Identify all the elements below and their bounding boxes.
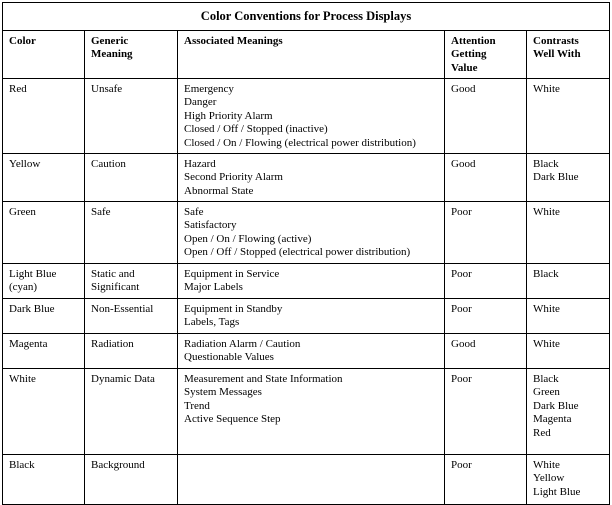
color-cell bbox=[3, 369, 85, 455]
color-cell bbox=[3, 154, 85, 202]
cell-line: Yellow bbox=[533, 472, 565, 485]
title-row bbox=[3, 3, 610, 31]
color-cell bbox=[3, 455, 85, 505]
header-attention-value bbox=[445, 31, 527, 79]
cell-line: Open / Off / Stopped (electrical power distribution) bbox=[184, 246, 411, 259]
attention-value-cell bbox=[445, 154, 527, 202]
cell-line: Good bbox=[451, 338, 476, 350]
cell-line: Abnormal State bbox=[184, 184, 254, 197]
cell-line: Poor bbox=[451, 459, 472, 471]
cell-line: Hazard bbox=[184, 158, 216, 170]
cell-line: Static and bbox=[91, 268, 135, 280]
cell-line: Unsafe bbox=[91, 83, 123, 95]
cell-line: Generic bbox=[91, 35, 129, 47]
cell-line: Significant bbox=[91, 281, 140, 294]
cell-line: Open / On / Flowing (active) bbox=[184, 232, 312, 245]
attention-value-cell bbox=[445, 264, 527, 299]
contrasts-cell bbox=[527, 79, 610, 154]
cell-line: Color bbox=[9, 35, 36, 47]
cell-line: Green bbox=[533, 386, 560, 399]
cell-line: Safe bbox=[184, 206, 204, 218]
cell-line: Dark Blue bbox=[533, 171, 579, 184]
attention-value-cell bbox=[445, 455, 527, 505]
cell-line: Well With bbox=[533, 48, 581, 61]
cell-line: Poor bbox=[451, 373, 472, 385]
cell-line: Non-Essential bbox=[91, 303, 154, 315]
contrasts-cell bbox=[527, 369, 610, 455]
attention-value-cell bbox=[445, 369, 527, 455]
generic-meaning-cell bbox=[85, 154, 178, 202]
header-generic-meaning bbox=[85, 31, 178, 79]
associated-meanings-cell bbox=[178, 299, 445, 334]
cell-line: Measurement and State Information bbox=[184, 373, 343, 385]
table-row bbox=[3, 369, 610, 455]
cell-line: Getting bbox=[451, 48, 487, 61]
cell-line: Value bbox=[451, 61, 478, 74]
cell-line: Magenta bbox=[9, 338, 48, 350]
cell-line: Emergency bbox=[184, 83, 234, 95]
cell-line: White bbox=[533, 83, 560, 95]
cell-line: Trend bbox=[184, 399, 210, 412]
generic-meaning-cell bbox=[85, 202, 178, 264]
cell-line: Radiation bbox=[91, 338, 134, 350]
associated-meanings-cell bbox=[178, 369, 445, 455]
color-cell bbox=[3, 334, 85, 369]
associated-meanings-cell bbox=[178, 154, 445, 202]
table-row bbox=[3, 202, 610, 264]
color-cell bbox=[3, 264, 85, 299]
generic-meaning-cell bbox=[85, 334, 178, 369]
cell-line: Magenta bbox=[533, 413, 572, 426]
cell-line: Meaning bbox=[91, 48, 133, 61]
cell-line: Equipment in Service bbox=[184, 268, 280, 280]
cell-line: Black bbox=[9, 459, 35, 471]
cell-line: Associated Meanings bbox=[184, 35, 283, 47]
cell-line: White bbox=[533, 338, 560, 350]
cell-line: Black bbox=[533, 268, 559, 280]
cell-line: Red bbox=[533, 426, 551, 439]
contrasts-cell bbox=[527, 264, 610, 299]
cell-line: Yellow bbox=[9, 158, 41, 170]
cell-line: Closed / On / Flowing (electrical power distribution) bbox=[184, 136, 416, 149]
cell-line: Second Priority Alarm bbox=[184, 171, 283, 184]
associated-meanings-cell bbox=[178, 334, 445, 369]
cell-line: White bbox=[533, 303, 560, 315]
table-row bbox=[3, 455, 610, 505]
cell-line: Attention bbox=[451, 35, 496, 47]
cell-line: Light Blue bbox=[9, 268, 57, 280]
cell-line: Black bbox=[533, 373, 559, 385]
header-associated-meanings bbox=[178, 31, 445, 79]
cell-line: Dynamic Data bbox=[91, 373, 155, 385]
cell-line: Dark Blue bbox=[533, 399, 579, 412]
cell-line: Closed / Off / Stopped (inactive) bbox=[184, 123, 328, 136]
generic-meaning-cell bbox=[85, 299, 178, 334]
cell-line: Light Blue bbox=[533, 485, 581, 498]
cell-line: Satisfactory bbox=[184, 219, 237, 232]
cell-line: Good bbox=[451, 83, 476, 95]
generic-meaning-cell bbox=[85, 455, 178, 505]
generic-meaning-cell bbox=[85, 79, 178, 154]
cell-line: Safe bbox=[91, 206, 111, 218]
cell-line: Major Labels bbox=[184, 281, 243, 294]
generic-meaning-cell bbox=[85, 264, 178, 299]
attention-value-cell bbox=[445, 334, 527, 369]
attention-value-cell bbox=[445, 79, 527, 154]
table-row bbox=[3, 334, 610, 369]
cell-line: Questionable Values bbox=[184, 351, 274, 364]
cell-line: High Priority Alarm bbox=[184, 109, 273, 122]
color-cell bbox=[3, 79, 85, 154]
cell-line: Radiation Alarm / Caution bbox=[184, 338, 301, 350]
associated-meanings-cell bbox=[178, 202, 445, 264]
generic-meaning-cell bbox=[85, 369, 178, 455]
table-row bbox=[3, 299, 610, 334]
contrasts-cell bbox=[527, 154, 610, 202]
cell-line: Red bbox=[9, 83, 27, 95]
cell-line: White bbox=[9, 373, 36, 385]
cell-line: System Messages bbox=[184, 386, 262, 399]
cell-line: Poor bbox=[451, 206, 472, 218]
attention-value-cell bbox=[445, 202, 527, 264]
header-contrasts bbox=[527, 31, 610, 79]
table-row bbox=[3, 79, 610, 154]
header-row bbox=[3, 31, 610, 79]
cell-line: Good bbox=[451, 158, 476, 170]
color-conventions-table bbox=[2, 2, 610, 505]
contrasts-cell bbox=[527, 202, 610, 264]
cell-line: Black bbox=[533, 158, 559, 170]
cell-line: Active Sequence Step bbox=[184, 413, 281, 426]
table-row bbox=[3, 154, 610, 202]
cell-line: Equipment in Standby bbox=[184, 303, 283, 315]
contrasts-cell bbox=[527, 334, 610, 369]
associated-meanings-cell bbox=[178, 79, 445, 154]
table-row bbox=[3, 264, 610, 299]
cell-line: Green bbox=[9, 206, 36, 218]
associated-meanings-cell bbox=[178, 455, 445, 505]
cell-line: Caution bbox=[91, 158, 126, 170]
cell-line: Poor bbox=[451, 303, 472, 315]
cell-line: (cyan) bbox=[9, 281, 38, 294]
contrasts-cell bbox=[527, 299, 610, 334]
cell-line: Dark Blue bbox=[9, 303, 55, 315]
header-color bbox=[3, 31, 85, 79]
attention-value-cell bbox=[445, 299, 527, 334]
contrasts-cell bbox=[527, 455, 610, 505]
color-cell bbox=[3, 202, 85, 264]
cell-line: Poor bbox=[451, 268, 472, 280]
cell-line: White bbox=[533, 459, 560, 471]
cell-line: Labels, Tags bbox=[184, 316, 240, 329]
associated-meanings-cell bbox=[178, 264, 445, 299]
color-cell bbox=[3, 299, 85, 334]
cell-line: Danger bbox=[184, 96, 217, 109]
table-title: Color Conventions for Process Displays bbox=[3, 3, 610, 31]
cell-line: White bbox=[533, 206, 560, 218]
cell-line: Background bbox=[91, 459, 145, 471]
table-body bbox=[3, 3, 610, 505]
cell-line: Contrasts bbox=[533, 35, 579, 47]
